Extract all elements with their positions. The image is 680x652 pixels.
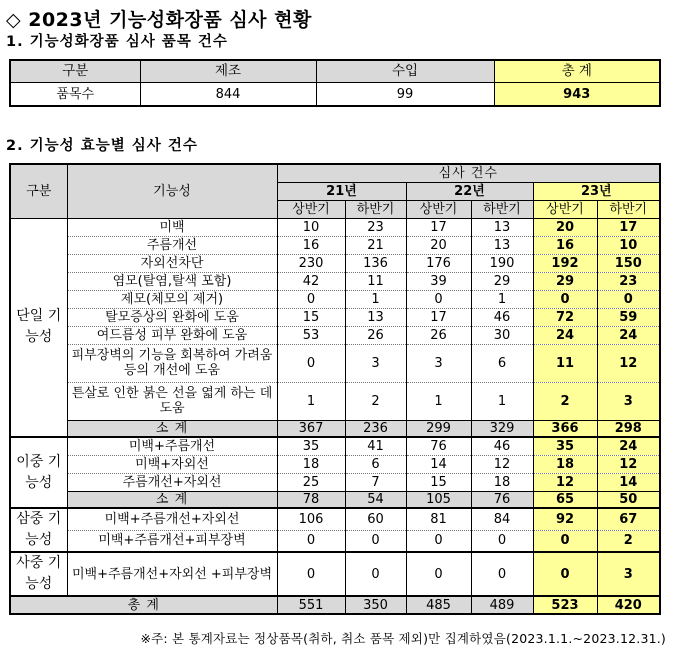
count-cell: 92 [533, 508, 597, 530]
total-cell: 489 [471, 596, 533, 614]
count-cell: 10 [277, 218, 345, 236]
function-name: 미백+주름개선 [67, 437, 277, 455]
page-title: ◇ 2023년 기능성화장품 심사 현황 [6, 9, 312, 31]
section1-heading: 1. 기능성화장품 심사 품목 건수 [6, 34, 228, 50]
count-cell: 13 [345, 308, 406, 326]
count-cell: 21 [345, 236, 406, 254]
data-row [10, 236, 660, 254]
function-name: 피부장벽의 기능을 회복하여 가려움 등의 개선에 도움 [67, 344, 277, 382]
count-cell: 1 [345, 290, 406, 308]
count-cell: 12 [597, 455, 660, 473]
function-name: 미백+자외선 [67, 455, 277, 473]
count-cell: 24 [597, 437, 660, 455]
review-table-body [10, 218, 660, 614]
count-cell: 72 [533, 308, 597, 326]
count-cell: 0 [533, 530, 597, 552]
header-half: 상반기 [533, 200, 597, 218]
count-cell: 2 [533, 382, 597, 420]
count-cell: 14 [406, 455, 471, 473]
function-name: 탈모증상의 완화에 도움 [67, 308, 277, 326]
data-row [10, 437, 660, 455]
count-cell: 24 [597, 326, 660, 344]
subtotal-label: 소 계 [67, 491, 277, 508]
count-cell: 3 [345, 344, 406, 382]
count-cell: 13 [471, 218, 533, 236]
function-name: 미백 [67, 218, 277, 236]
count-cell: 190 [471, 254, 533, 272]
summary-cell: 99 [316, 83, 494, 107]
count-cell: 1 [471, 290, 533, 308]
count-cell: 35 [533, 437, 597, 455]
header-half: 상반기 [277, 200, 345, 218]
count-cell: 0 [533, 290, 597, 308]
count-cell: 12 [533, 473, 597, 491]
data-row [10, 218, 660, 236]
function-name: 미백+주름개선+자외선 [67, 508, 277, 530]
count-cell: 0 [533, 552, 597, 596]
count-cell: 53 [277, 326, 345, 344]
count-cell: 106 [277, 508, 345, 530]
total-row [10, 596, 660, 614]
count-cell: 23 [597, 272, 660, 290]
function-name: 자외선차단 [67, 254, 277, 272]
subtotal-cell: 78 [277, 491, 345, 508]
count-cell: 59 [597, 308, 660, 326]
group-label: 단일 기능성 [10, 218, 67, 437]
count-cell: 41 [345, 437, 406, 455]
count-cell: 2 [345, 382, 406, 420]
count-cell: 12 [471, 455, 533, 473]
count-cell: 39 [406, 272, 471, 290]
count-cell: 3 [597, 552, 660, 596]
group-label: 삼중 기능성 [10, 508, 67, 552]
summary-cell: 844 [140, 83, 316, 107]
count-cell: 0 [345, 552, 406, 596]
count-cell: 42 [277, 272, 345, 290]
count-cell: 150 [597, 254, 660, 272]
function-name: 미백+주름개선+자외선 +피부장벽 [67, 552, 277, 596]
data-row [10, 455, 660, 473]
count-cell: 10 [597, 236, 660, 254]
total-cell: 485 [406, 596, 471, 614]
count-cell: 7 [345, 473, 406, 491]
subtotal-cell: 54 [345, 491, 406, 508]
count-cell: 24 [533, 326, 597, 344]
subtotal-cell: 50 [597, 491, 660, 508]
function-name: 제모(체모의 제거) [67, 290, 277, 308]
count-cell: 6 [471, 344, 533, 382]
count-cell: 15 [406, 473, 471, 491]
count-cell: 18 [533, 455, 597, 473]
header-row-1 [10, 164, 660, 182]
count-cell: 16 [533, 236, 597, 254]
count-cell: 18 [471, 473, 533, 491]
header-year: 22년 [406, 182, 533, 200]
function-name: 여드름성 피부 완화에 도움 [67, 326, 277, 344]
count-cell: 81 [406, 508, 471, 530]
total-label: 총 계 [10, 596, 277, 614]
data-row [10, 290, 660, 308]
data-row [10, 344, 660, 382]
count-cell: 3 [597, 382, 660, 420]
count-cell: 30 [471, 326, 533, 344]
subtotal-cell: 76 [471, 491, 533, 508]
count-cell: 17 [406, 218, 471, 236]
summary-header-row [10, 60, 660, 83]
header-half: 하반기 [471, 200, 533, 218]
count-cell: 0 [406, 552, 471, 596]
subtotal-cell: 65 [533, 491, 597, 508]
count-cell: 2 [597, 530, 660, 552]
count-cell: 12 [597, 344, 660, 382]
count-cell: 20 [533, 218, 597, 236]
header-year: 23년 [533, 182, 660, 200]
count-cell: 67 [597, 508, 660, 530]
count-cell: 3 [406, 344, 471, 382]
count-cell: 76 [406, 437, 471, 455]
summary-header-cell: 수입 [316, 60, 494, 83]
data-row [10, 254, 660, 272]
count-cell: 176 [406, 254, 471, 272]
summary-header-cell: 총 계 [494, 60, 660, 83]
function-name: 주름개선+자외선 [67, 473, 277, 491]
count-cell: 25 [277, 473, 345, 491]
count-cell: 0 [277, 290, 345, 308]
data-row [10, 326, 660, 344]
count-cell: 1 [277, 382, 345, 420]
data-row [10, 552, 660, 596]
subtotal-row [10, 491, 660, 508]
function-name: 미백+주름개선+피부장벽 [67, 530, 277, 552]
data-row [10, 473, 660, 491]
total-cell: 551 [277, 596, 345, 614]
count-cell: 26 [406, 326, 471, 344]
count-cell: 1 [471, 382, 533, 420]
count-cell: 17 [597, 218, 660, 236]
count-cell: 0 [277, 552, 345, 596]
total-cell: 420 [597, 596, 660, 614]
count-cell: 0 [406, 290, 471, 308]
subtotal-cell: 105 [406, 491, 471, 508]
subtotal-cell: 367 [277, 420, 345, 437]
header-half: 하반기 [345, 200, 406, 218]
summary-data-row [10, 83, 660, 107]
count-cell: 0 [597, 290, 660, 308]
count-cell: 46 [471, 437, 533, 455]
header-review-count: 심사 건수 [277, 164, 660, 182]
count-cell: 0 [471, 530, 533, 552]
count-cell: 23 [345, 218, 406, 236]
header-half: 하반기 [597, 200, 660, 218]
count-cell: 26 [345, 326, 406, 344]
function-name: 튼살로 인한 붉은 선을 엷게 하는 데 도움 [67, 382, 277, 420]
count-cell: 0 [406, 530, 471, 552]
header-function: 기능성 [67, 164, 277, 218]
total-cell: 523 [533, 596, 597, 614]
count-cell: 136 [345, 254, 406, 272]
count-cell: 0 [277, 344, 345, 382]
function-name: 염모(탈염,탈색 포함) [67, 272, 277, 290]
count-cell: 60 [345, 508, 406, 530]
count-cell: 230 [277, 254, 345, 272]
subtotal-label: 소 계 [67, 420, 277, 437]
count-cell: 192 [533, 254, 597, 272]
count-cell: 13 [471, 236, 533, 254]
subtotal-cell: 329 [471, 420, 533, 437]
summary-cell: 943 [494, 83, 660, 107]
subtotal-cell: 366 [533, 420, 597, 437]
summary-cell: 품목수 [10, 83, 140, 107]
subtotal-cell: 236 [345, 420, 406, 437]
data-row [10, 530, 660, 552]
count-cell: 29 [533, 272, 597, 290]
count-cell: 17 [406, 308, 471, 326]
subtotal-row [10, 420, 660, 437]
group-label: 이중 기능성 [10, 437, 67, 508]
count-cell: 84 [471, 508, 533, 530]
data-row [10, 308, 660, 326]
review-table [9, 163, 661, 615]
count-cell: 46 [471, 308, 533, 326]
data-row [10, 272, 660, 290]
footnote: ※주: 본 통계자료는 정상품목(취하, 취소 품목 제외)만 집계하였음(2023.1.1.~2023.12.31.) [140, 631, 666, 646]
subtotal-cell: 299 [406, 420, 471, 437]
count-cell: 0 [471, 552, 533, 596]
count-cell: 0 [277, 530, 345, 552]
count-cell: 18 [277, 455, 345, 473]
summary-header-cell: 제조 [140, 60, 316, 83]
count-cell: 35 [277, 437, 345, 455]
count-cell: 15 [277, 308, 345, 326]
summary-header-cell: 구분 [10, 60, 140, 83]
header-year: 21년 [277, 182, 406, 200]
header-category: 구분 [10, 164, 67, 218]
count-cell: 29 [471, 272, 533, 290]
data-row [10, 382, 660, 420]
count-cell: 11 [345, 272, 406, 290]
group-label: 사중 기능성 [10, 552, 67, 596]
section2-heading: 2. 기능성 효능별 심사 건수 [6, 138, 198, 154]
count-cell: 11 [533, 344, 597, 382]
count-cell: 20 [406, 236, 471, 254]
summary-table [9, 59, 661, 107]
count-cell: 6 [345, 455, 406, 473]
subtotal-cell: 298 [597, 420, 660, 437]
header-half: 상반기 [406, 200, 471, 218]
data-row [10, 508, 660, 530]
total-cell: 350 [345, 596, 406, 614]
count-cell: 1 [406, 382, 471, 420]
count-cell: 0 [345, 530, 406, 552]
function-name: 주름개선 [67, 236, 277, 254]
count-cell: 14 [597, 473, 660, 491]
count-cell: 16 [277, 236, 345, 254]
